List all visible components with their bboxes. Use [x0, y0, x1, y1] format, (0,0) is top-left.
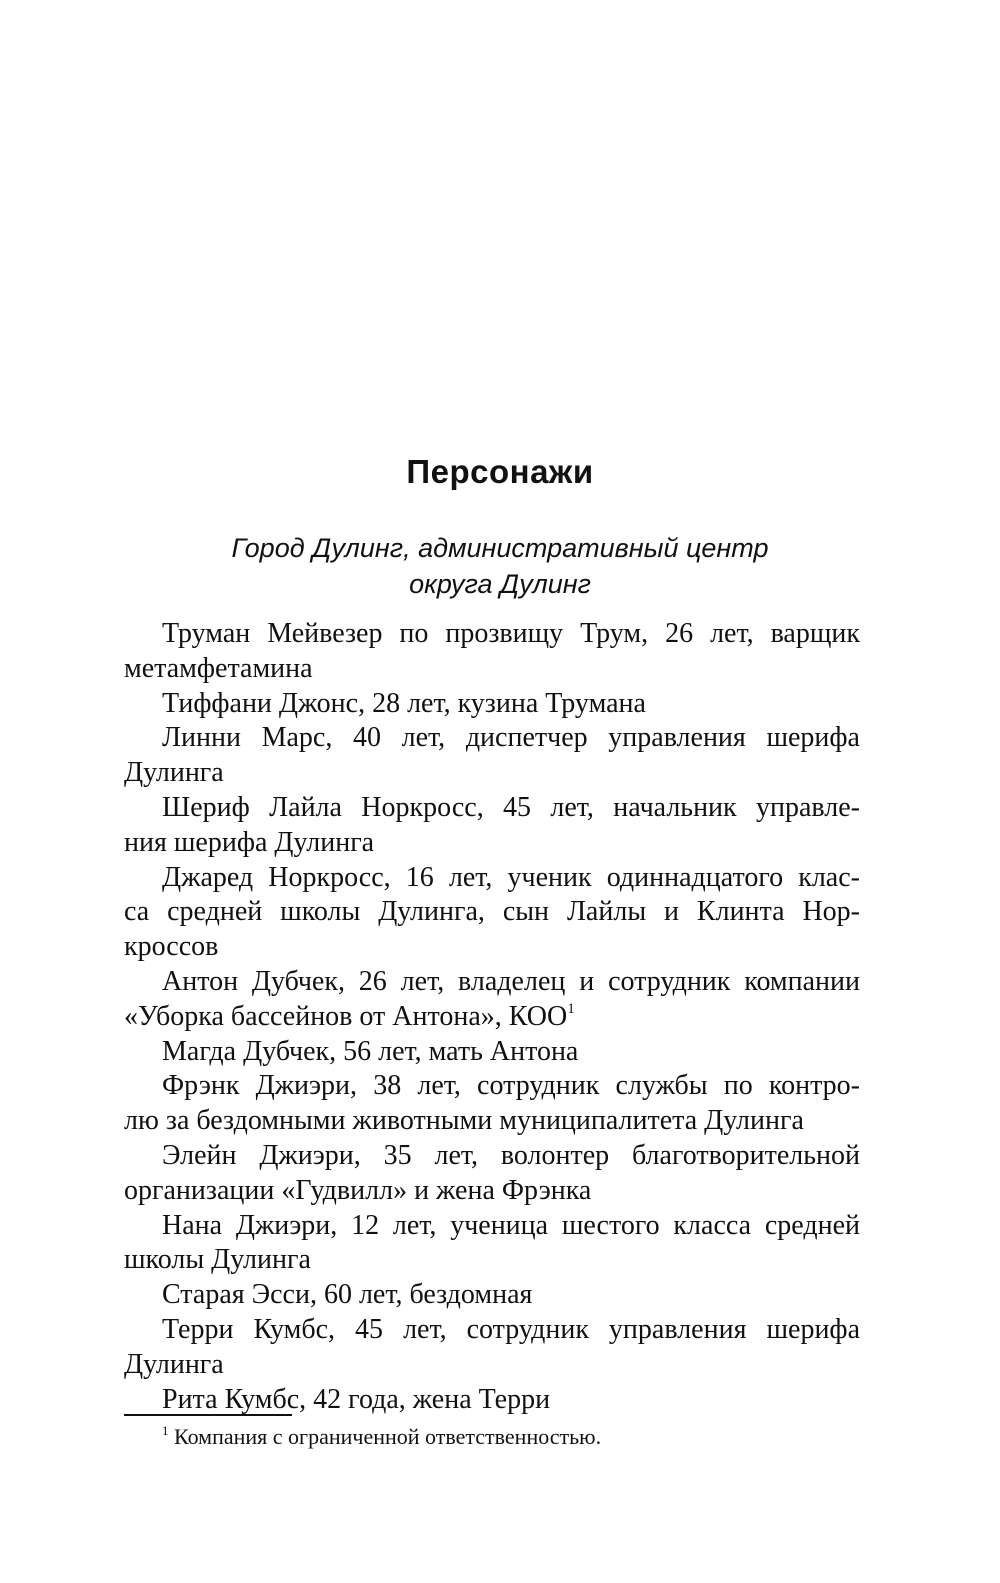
character-entry [124, 1278, 860, 1313]
entry-line: Труман Мейвезер по прозвищу Трум, 26 лет, варщик [162, 618, 860, 649]
entry-line: школы Дулинга [124, 1244, 311, 1276]
entry-line: Линни Марс, 40 лет, диспетчер управления шерифа [162, 722, 860, 754]
entry-line: Фрэнк Джиэри, 38 лет, сотрудник службы по контро- [162, 1070, 860, 1102]
entry-line: Антон Дубчек, 26 лет, владелец и сотрудник компании [162, 965, 860, 997]
entry-line: Дулинга [124, 1348, 224, 1380]
character-entry [124, 1209, 860, 1279]
entry-line: Шериф Лайла Норкросс, 45 лет, начальник управле- [162, 791, 860, 823]
character-entry [124, 721, 860, 791]
entry-line: Магда Дубчек, 56 лет, мать Антона [162, 1035, 579, 1067]
entry-line: метамфетамина [124, 652, 313, 684]
character-entry [124, 1313, 860, 1383]
section-subtitle [0, 530, 1000, 602]
entry-line: Тиффани Джонс, 28 лет, кузина Трумана [162, 687, 646, 719]
entry-line: Элейн Джиэри, 35 лет, волонтер благотворительной [162, 1139, 860, 1171]
entry-line: са средней школы Дулинга, сын Лайлы и Клинта Нор- [124, 896, 860, 928]
entry-line: ния шерифа Дулинга [124, 826, 375, 858]
character-entry [124, 791, 860, 861]
footnote-number: 1 [162, 1423, 169, 1438]
entry-line: кроссов [124, 931, 219, 963]
footnote-reference[interactable]: 1 [567, 1000, 575, 1017]
footnote-text: Компания с ограниченной ответственностью. [174, 1424, 602, 1449]
character-entry [124, 617, 860, 687]
page-title: Персонажи [406, 453, 594, 490]
character-entry [124, 965, 860, 1035]
character-entry [124, 1139, 860, 1209]
entry-line-with-footnote [124, 1000, 860, 1035]
character-entry [124, 861, 860, 965]
entry-line: лю за бездомными животными муниципалитета Дулинга [124, 1105, 804, 1137]
entry-line: организации «Гудвилл» и жена Фрэнка [124, 1174, 592, 1206]
entry-line: Джаред Норкросс, 16 лет, ученик одиннадцатого клас- [162, 861, 860, 893]
character-list [124, 617, 860, 1417]
footnote-divider [124, 1414, 292, 1416]
entry-line: Нана Джиэри, 12 лет, ученица шестого класса средней [162, 1209, 860, 1241]
footnote [162, 1423, 862, 1451]
entry-line: Дулинга [124, 757, 224, 789]
entry-line: Рита Кумбс, 42 года, жена Терри [162, 1383, 551, 1415]
entry-line: Терри Кумбс, 45 лет, сотрудник управления шерифа [162, 1313, 860, 1345]
subtitle-line: округа Дулинг [409, 569, 591, 599]
character-entry [124, 687, 860, 722]
character-entry [124, 1035, 860, 1070]
entry-line-text: «Уборка бассейнов от Антона», КОО [124, 1000, 568, 1032]
character-entry [124, 1069, 860, 1139]
character-entry [124, 1383, 860, 1418]
subtitle-line: Город Дулинг, административный центр [231, 533, 769, 563]
entry-line: Старая Эсси, 60 лет, бездомная [162, 1279, 533, 1311]
